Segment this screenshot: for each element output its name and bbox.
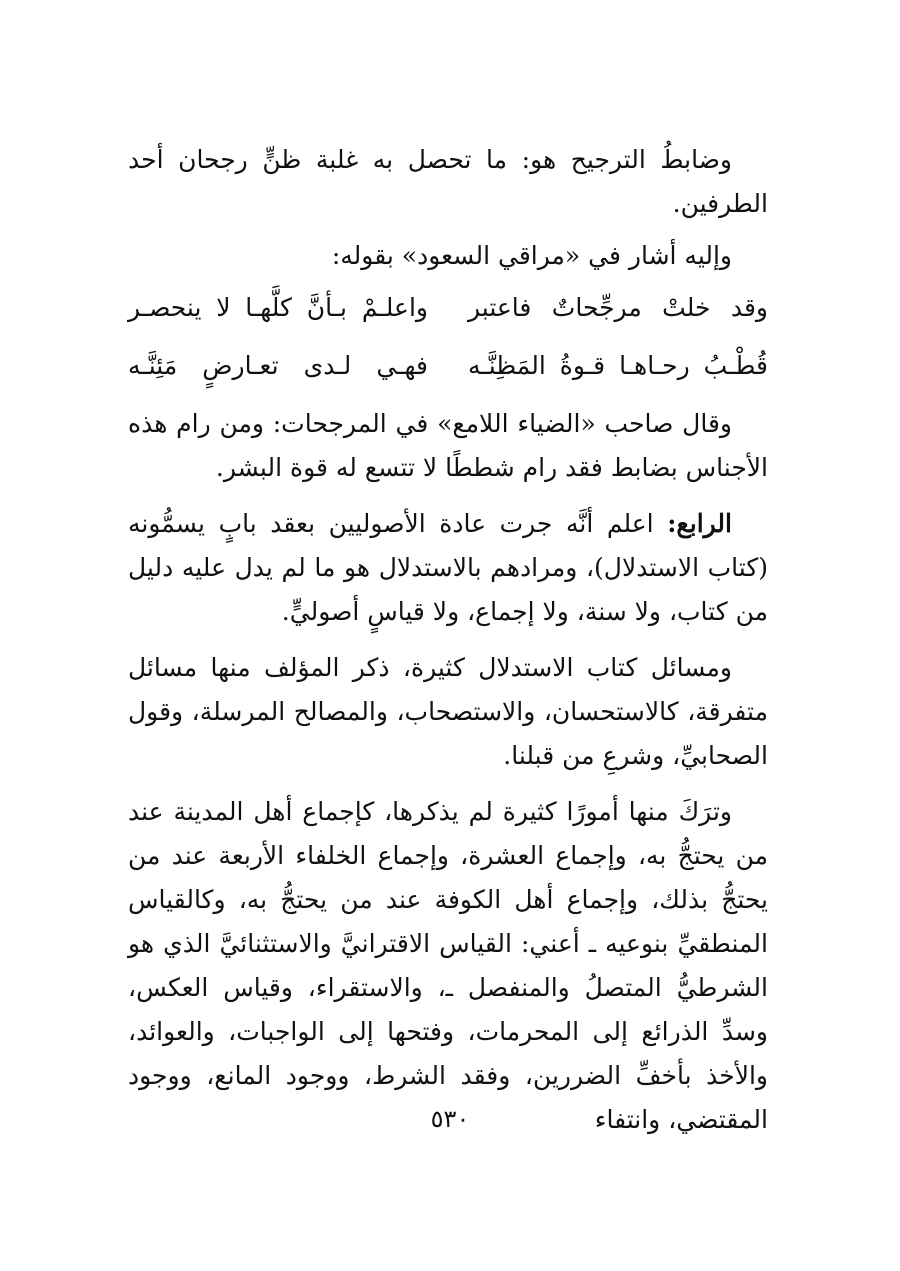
verse-2-second-hemistich: فهـي لـدى تعـارضٍ مَئِنَّـه <box>128 351 428 380</box>
verse-1-first-hemistich: وقد خلتْ مرجِّحاتٌ فاعتبر <box>468 293 768 322</box>
verse-line-1 <box>128 286 768 330</box>
page-number: ٥٣٠ <box>430 1105 470 1133</box>
fourth-point-label: الرابع: <box>667 509 732 538</box>
paragraph-tarjih-criterion: وضابطُ الترجيح هو: ما تحصل به غلبة ظنٍّ رجحان أحد الطرفين. <box>128 145 768 218</box>
paragraph-fourth-point <box>128 502 768 634</box>
verse-line-2 <box>128 344 768 388</box>
fourth-point-text: اعلم أنَّه جرت عادة الأصوليين بعقد بابٍ يسمُّونه (كتاب الاستدلال)، ومرادهم بالاستدلال هو ما لم يدل عليه دليل من كتاب، ولا سنة، ولا إجماع، ولا قياسٍ أصوليٍّ. <box>128 509 768 626</box>
paragraph-omitted-issues: وترَكَ منها أمورًا كثيرة لم يذكرها، كإجماع أهل المدينة عند من يحتجُّ به، وإجماع العشرة، وإجماع الخلفاء الأربعة عند من يحتجُّ بذلك، وإجماع أهل الكوفة عند من يحتجُّ به، وكالقياس المنطقيِّ بنوعيه ـ أعني: القياس الاقترانيَّ والاستثنائيَّ الذي هو الشرطيُّ المتصلُ والمنفصل ـ، والاستقراء، وقياس العكس، وسدِّ الذرائع إلى المحرمات، وفتحها إلى الواجبات، والعوائد، والأخذ بأخفِّ الضررين، وفقد الشرط، ووجود المانع، ووجود المقتضي، وانتفاء <box>128 797 768 1134</box>
paragraph-istidlal-issues: ومسائل كتاب الاستدلال كثيرة، ذكر المؤلف منها مسائل متفرقة، كالاستحسان، والاستصحاب، والمصالح المرسلة، وقول الصحابيِّ، وشرعِ من قبلنا. <box>128 653 768 770</box>
paragraph-maraqi-reference: وإليه أشار في «مراقي السعود» بقوله: <box>331 241 732 270</box>
page-body <box>128 138 768 1154</box>
verse-1-second-hemistich: واعلـمْ بـأنَّ كلَّهـا لا ينحصـر <box>128 293 428 322</box>
paragraph-diyaa-quote: وقال صاحب «الضياء اللامع» في المرجحات: ومن رام هذه الأجناس بضابط فقد رام شططًا لا تتسع له قوة البشر. <box>128 409 768 482</box>
verse-2-first-hemistich: قُطْـبُ رحـاهـا قـوةُ المَظِنَّـه <box>468 351 768 380</box>
